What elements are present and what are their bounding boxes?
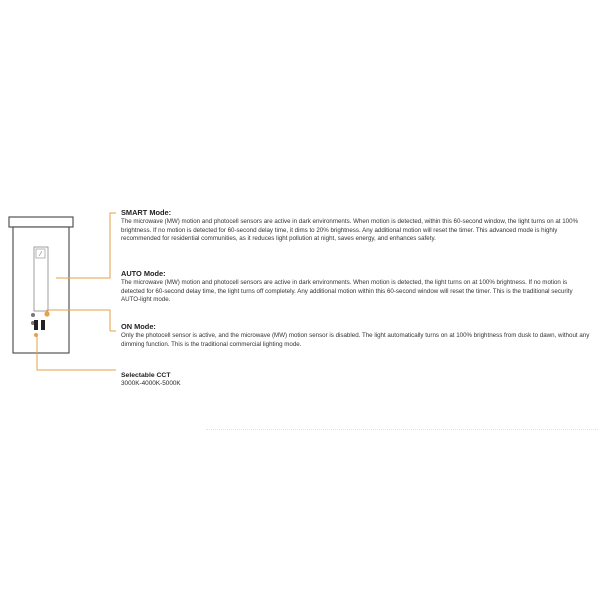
on-mode-description: Only the photocell sensor is active, and the microwave (MW) motion sensor is disabled. The light automatically turns on at 100% brightness from dusk to dawn, without any dimming function. This is the traditional commercial lighting mode. [121, 332, 590, 348]
cct-section [121, 372, 181, 388]
on-mode-title: ON Mode: [121, 322, 156, 331]
on-mode-section [121, 322, 591, 349]
leader-cct [37, 334, 116, 370]
leader-bracket [56, 213, 116, 278]
smart-mode-description: The microwave (MW) motion and photocell sensors are active in dark environments. When motion is detected, within this 60-second window, the light turns on at 100% brightness. If no motion is detected for 60-second delay time, it dims to 20% brightness. Any additional motion will reset the timer. This advanced mode is highly recommended for residential communities, as it reduces light pollution at night, saves energy, and enhances safety. [121, 218, 579, 243]
leader-mode-link [47, 310, 110, 331]
auto-mode-section [121, 269, 591, 305]
divider [206, 429, 598, 430]
smart-mode-title: SMART Mode: [121, 208, 172, 217]
cct-title: Selectable CCT [121, 372, 171, 379]
cct-values: 3000K-4000K-5000K [121, 380, 181, 387]
auto-mode-title: AUTO Mode: [121, 269, 166, 278]
smart-mode-section [121, 208, 591, 244]
auto-mode-description: The microwave (MW) motion and photocell sensors are active in dark environments. When motion is detected, the light turns on at 100% brightness. If no motion is detected for 60-second delay time, the light turns off completely. Any additional motion within this 60-second window will reset the timer. This is the traditional security AUTO-light mode. [121, 279, 573, 304]
